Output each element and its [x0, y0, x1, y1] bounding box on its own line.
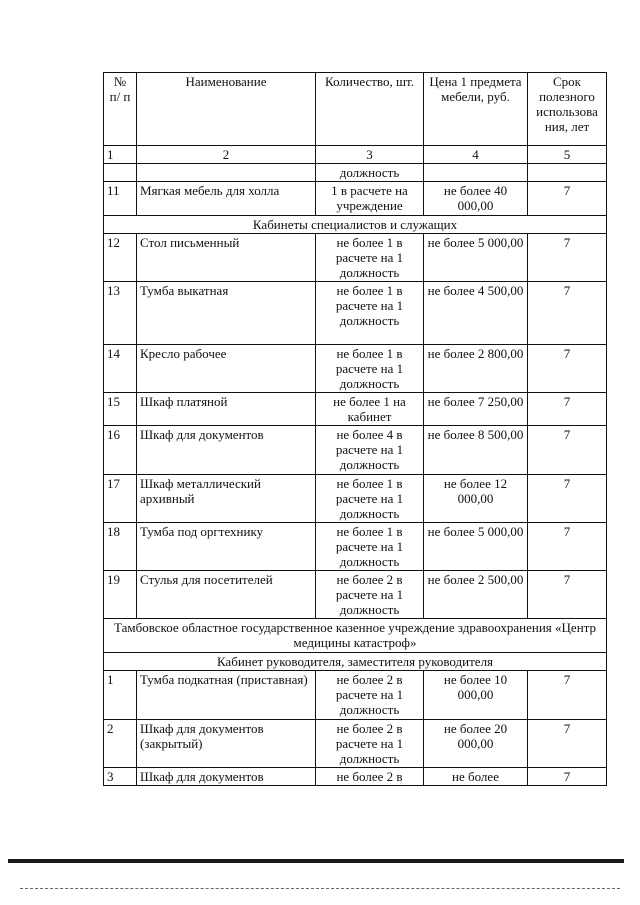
table-row	[104, 345, 607, 393]
row-name: Кресло рабочее	[137, 345, 316, 393]
row-qty: не более 1 в расчете на 1 должность	[316, 475, 424, 523]
row-price: не более 7 250,00	[424, 393, 528, 426]
row-num: 17	[104, 475, 137, 523]
table-header-row	[104, 73, 607, 146]
colnum-4: 4	[424, 146, 528, 164]
row-num: 16	[104, 426, 137, 475]
row-qty: не более 1 в расчете на 1 должность	[316, 345, 424, 393]
row-term: 7	[528, 671, 607, 720]
row-price: не более 12 000,00	[424, 475, 528, 523]
row-qty: 1 в расчете на учреждение	[316, 182, 424, 216]
row-qty: не более 1 в расчете на 1 должность	[316, 234, 424, 282]
header-num: № п/ п	[104, 73, 137, 146]
row-term: 7	[528, 571, 607, 619]
row-price: не более 2 500,00	[424, 571, 528, 619]
table-row	[104, 182, 607, 216]
row-num: 12	[104, 234, 137, 282]
row-qty: не более 1 в расчете на 1 должность	[316, 523, 424, 571]
header-term: Срок полезного использова ния, лет	[528, 73, 607, 146]
row-name: Шкаф для документов	[137, 426, 316, 475]
colnum-5: 5	[528, 146, 607, 164]
row-num: 14	[104, 345, 137, 393]
row-price: не более 2 800,00	[424, 345, 528, 393]
row-price: не более 8 500,00	[424, 426, 528, 475]
section-row	[104, 216, 607, 234]
row-term: 7	[528, 345, 607, 393]
table-row	[104, 720, 607, 768]
organization-title: Тамбовское областное государственное казенное учреждение здравоохранения «Центр медицины катастроф»	[104, 619, 607, 653]
section-row	[104, 653, 607, 671]
row-price: не более 5 000,00	[424, 523, 528, 571]
row-num: 13	[104, 282, 137, 345]
row-qty: не более 2 в расчете на 1 должность	[316, 720, 424, 768]
row-name: Тумба выкатная	[137, 282, 316, 345]
header-price: Цена 1 предмета мебели, руб.	[424, 73, 528, 146]
row-name: Мягкая мебель для холла	[137, 182, 316, 216]
row-name: Тумба под оргтехнику	[137, 523, 316, 571]
row-price: не более 20 000,00	[424, 720, 528, 768]
table-row	[104, 234, 607, 282]
column-number-row	[104, 146, 607, 164]
row-term: 7	[528, 393, 607, 426]
table-row	[104, 426, 607, 475]
row-name: Шкаф для документов (закрытый)	[137, 720, 316, 768]
table-row	[104, 475, 607, 523]
row-num: 2	[104, 720, 137, 768]
table-row	[104, 393, 607, 426]
row-term: 7	[528, 523, 607, 571]
row-price: не более 10 000,00	[424, 671, 528, 720]
row-term: 7	[528, 768, 607, 786]
row-term: 7	[528, 182, 607, 216]
colnum-3: 3	[316, 146, 424, 164]
row-qty: не более 2 в расчете на 1 должность	[316, 671, 424, 720]
row-term: 7	[528, 475, 607, 523]
row-name: Шкаф для документов	[137, 768, 316, 786]
organization-row	[104, 619, 607, 653]
row-term: 7	[528, 234, 607, 282]
table-row	[104, 164, 607, 182]
row-name: Шкаф металлический архивный	[137, 475, 316, 523]
colnum-1: 1	[104, 146, 137, 164]
row-name: Шкаф платяной	[137, 393, 316, 426]
row-term: 7	[528, 720, 607, 768]
header-qty: Количество, шт.	[316, 73, 424, 146]
row-qty: не более 1 в расчете на 1 должность	[316, 282, 424, 345]
table-row	[104, 671, 607, 720]
table-row	[104, 768, 607, 786]
table-row	[104, 571, 607, 619]
row-num: 19	[104, 571, 137, 619]
row-term: 7	[528, 282, 607, 345]
row-qty: не более 1 на кабинет	[316, 393, 424, 426]
table-row	[104, 282, 607, 345]
section-title: Кабинеты специалистов и служащих	[104, 216, 607, 234]
row-qty: не более 4 в расчете на 1 должность	[316, 426, 424, 475]
row-num: 18	[104, 523, 137, 571]
row-name: Стулья для посетителей	[137, 571, 316, 619]
row-price: не более 40 000,00	[424, 182, 528, 216]
row-price: не более 5 000,00	[424, 234, 528, 282]
page-dashed-line	[20, 888, 620, 889]
row-num: 3	[104, 768, 137, 786]
row-name: Стол письменный	[137, 234, 316, 282]
colnum-2: 2	[137, 146, 316, 164]
row-qty: должность	[316, 164, 424, 182]
row-price: не более	[424, 768, 528, 786]
row-num: 15	[104, 393, 137, 426]
header-name: Наименование	[137, 73, 316, 146]
furniture-norms-table	[103, 72, 607, 786]
row-num: 1	[104, 671, 137, 720]
row-num: 11	[104, 182, 137, 216]
table-row	[104, 523, 607, 571]
section-title: Кабинет руководителя, заместителя руководителя	[104, 653, 607, 671]
row-qty: не более 2 в	[316, 768, 424, 786]
row-price: не более 4 500,00	[424, 282, 528, 345]
row-qty: не более 2 в расчете на 1 должность	[316, 571, 424, 619]
row-term: 7	[528, 426, 607, 475]
page-bottom-rule	[8, 859, 624, 863]
row-name: Тумба подкатная (приставная)	[137, 671, 316, 720]
